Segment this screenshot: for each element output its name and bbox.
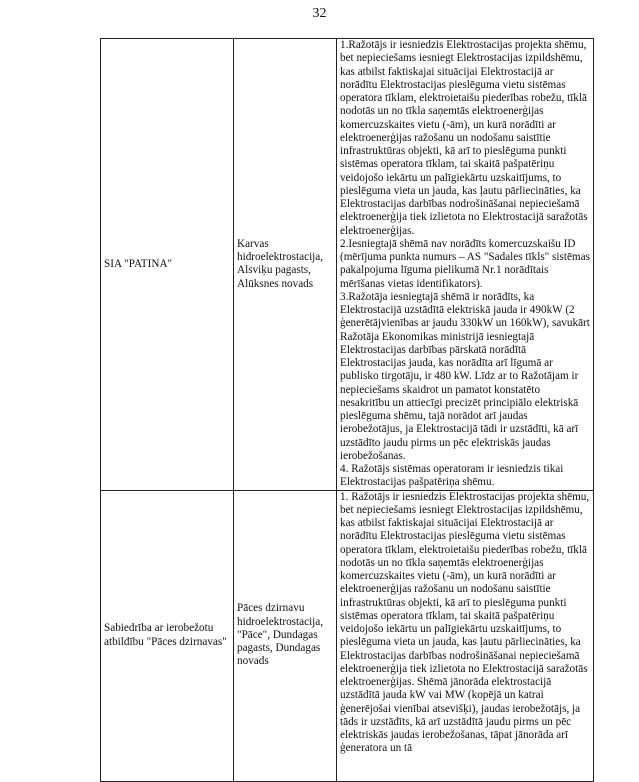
note-paragraph: 1.Ražotājs ir iesniedzis Elektrostacijas projekta shēmu, bet nepieciešams iesniegt Elektrostacijas izpildshēmu, kas atbilst faktiskajai situācijai Elektrostacijā ar norādītu Elektrostacijas pieslēguma vietu sistēmas operatora tīklam, elektroietaišu piederības robežu, tīklā nodotās un no tīkla saņemtās elektroenerģijas komercuzskaites vietu (-ām), un kurā norādīti ar elektroenerģijas ražošanu un nodošanu saistītie infrastruktūras objekti, kā arī to pieslēguma punkti sistēmas operatora tīklam, tai skaitā pašpatēriņu veidojošo iekārtu un palīgiekārtu uzskaitījums, to pieslēguma vieta un jauda, kas ļautu pārliecināties, ka Elektrostacijas darbības nodrošināšanai nepieciešamā elektroenerģija tiek izlietota no Elektrostacijā saražotās elektroenerģijas. [340,39,588,237]
location-cell: Pāces dzirnavu hidroelektrostacija, "Pāce", Dundagas pagasts, Dundagas novads [234,490,337,781]
note-paragraph: 1. Ražotājs ir iesniedzis Elektrostacijas projekta shēmu, bet nepieciešams iesniegt Elektrostacijas izpildshēmu, kas atbilst faktiskajai situācijai Elektrostacijā ar norādītu Elektrostacijas pieslēguma vietu sistēmas operatora tīklam, elektroietaišu piederības robežu, tīklā nodotās un no tīkla saņemtās elektroenerģijas komercuzskaites vietu (-ām), un kurā norādīti ar elektroenerģijas ražošanu un nodošanu saistītie infrastruktūras objekti, kā arī to pieslēguma punkti sistēmas operatora tīklam, tai skaitā pašpatēriņu veidojošo iekārtu un palīgiekārtu uzskaitījums, to pieslēguma vieta un jauda, kas ļautu pārliecināties, ka Elektrostacijas darbības nodrošināšanai nepieciešamā elektroenerģija tiek izlietota no Elektrostacijā saražotās elektroenerģijas. Shēmā jānorāda elektrostacijā uzstādītā jauda kW vai MW (kopējā un katrai ģenerējošai vienībai atsevišķi), jaudas ierobežotājs, ja tāds ir uzstādīts, kā arī uzstādītā jaudu pirms un pēc elektriskās jaudas ierobežošanas, tāpat jānorāda arī ģeneratora un tā [340,490,590,755]
note-paragraph: 3.Ražotāja iesniegtajā shēmā ir norādīts, ka Elektrostacijā uzstādītā elektriskā jauda ir 490kW (2 ģenerētājvienības ar jaudu 330kW un 160kW), savukārt Ražotāja Ekonomikas ministrijā iesniegtajā Elektrostacijas darbības pārskatā norādītā Elektrostacijas jauda, kas norādīta arī līgumā ar publisko tirgotāju, ir 480 kW. Līdz ar to Ražotājam ir nepieciešams skaidrot un pamatot konstatēto nesakritību un attiecīgi precizēt principiālo elektriskā pieslēguma shēmu, tajā norādot arī jaudas ierobežotājus, ja Elektrostacijā tādi ir uzstādīti, kā arī uzstādīto jaudu pirms un pēc elektriskās jaudas ierobežošanas. [340,290,590,462]
location-cell: Karvas hidroelektrostacija, Alsviķu pagasts, Alūksnes novads [234,39,337,491]
compliance-table [100,38,594,782]
notes-cell [337,490,594,781]
company-cell: SIA "PATINA" [101,39,234,491]
note-paragraph: 4. Ražotājs sistēmas operatoram ir iesniedzis tikai Elektrostacijas pašpatēriņa shēmu. [340,463,564,489]
company-cell: Sabiedrība ar ierobežotu atbildību "Pāces dzirnavas" [101,490,234,781]
table-row [101,39,594,491]
table-row [101,490,594,781]
notes-cell [337,39,594,491]
page-number: 32 [312,6,327,21]
note-paragraph: 2.Iesniegtajā shēmā nav norādīts komercuzskaišu ID (mērījuma punkta numurs – AS "Sadales tīkls" sistēmas pakalpojuma līguma pielikumā Nr.1 norādītais mērīšanas vietas identifikators). [340,237,590,290]
